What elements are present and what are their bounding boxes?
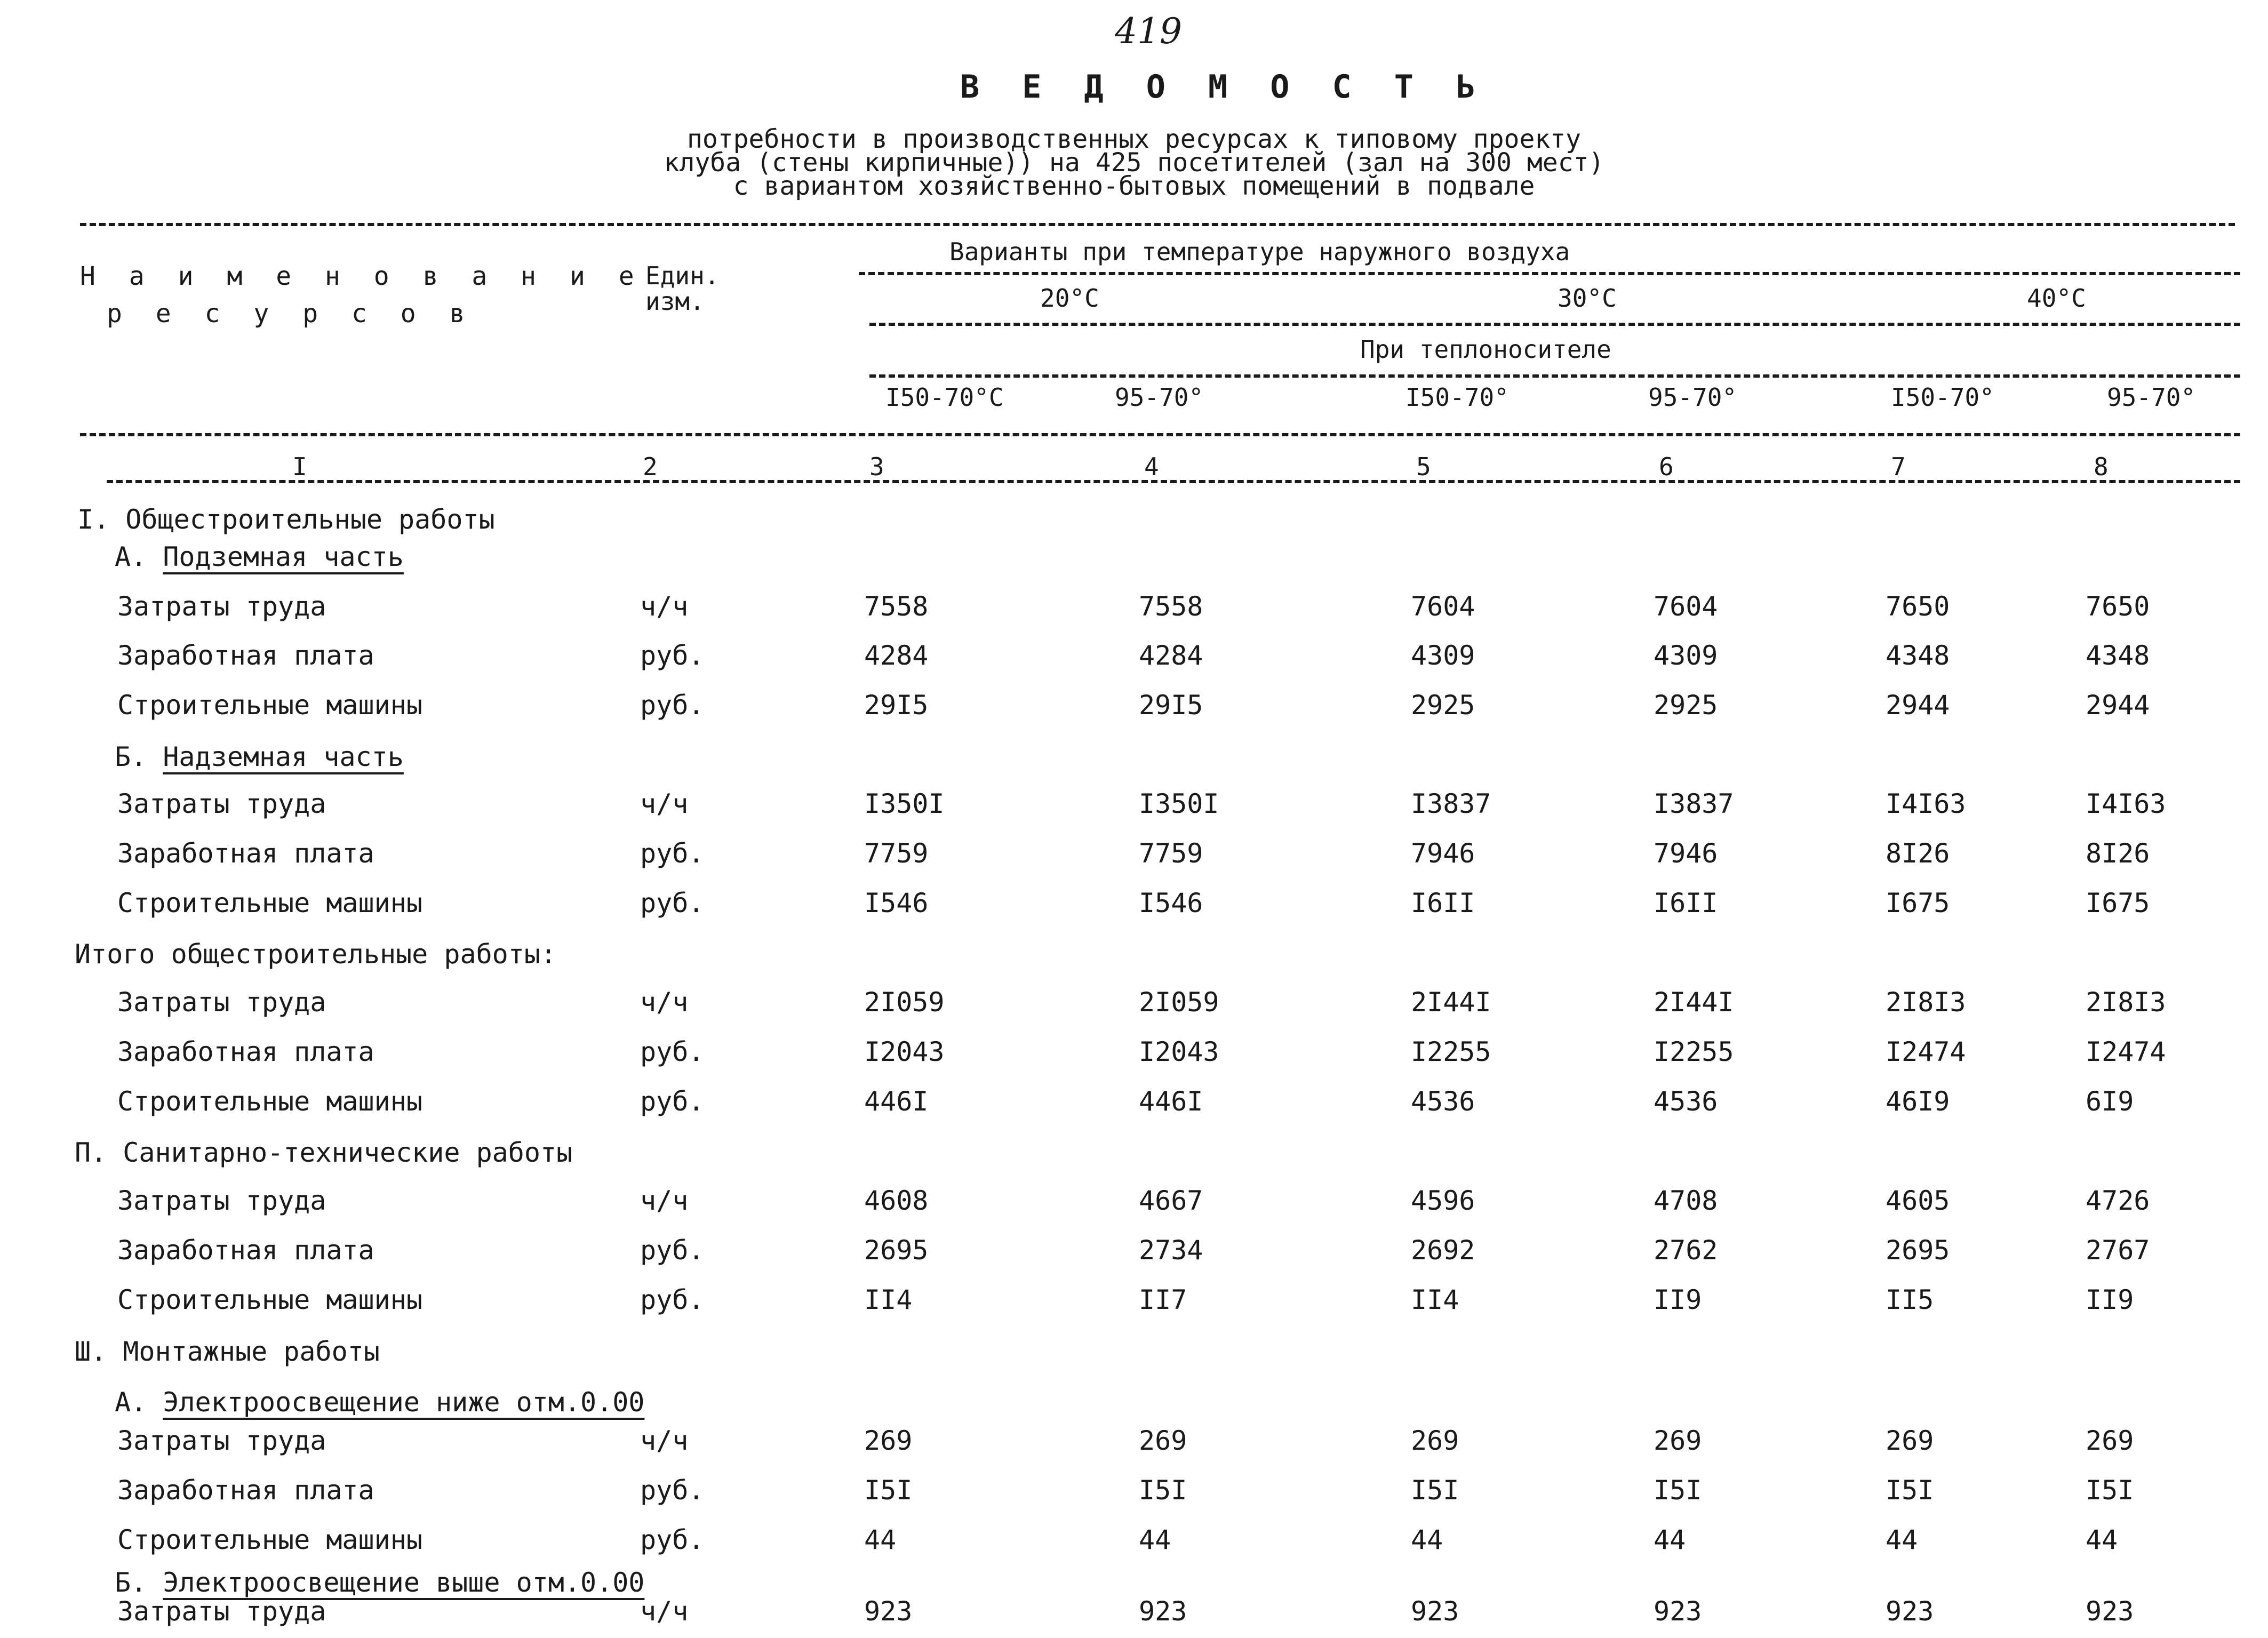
row-value: 7650 — [1886, 591, 1950, 622]
subsection-lighting-below — [115, 1387, 644, 1418]
table-row — [0, 1185, 2268, 1222]
row-unit: руб. — [640, 1284, 705, 1315]
row-value: 7558 — [1139, 591, 1203, 622]
row-value: 7604 — [1654, 591, 1718, 622]
row-name: Заработная плата — [117, 1036, 374, 1067]
coolant-temp-2: 95-70° — [1115, 383, 1204, 412]
row-value: II9 — [1654, 1284, 1702, 1315]
row-name: Строительные машины — [117, 1284, 422, 1315]
subsection-letter: Б. — [115, 741, 147, 772]
column-number-3: 3 — [869, 452, 884, 481]
section-installation: Ш. Монтажные работы — [75, 1336, 380, 1367]
row-unit: руб. — [640, 1475, 705, 1506]
row-value: 2925 — [1411, 690, 1475, 721]
row-value: 8I26 — [1886, 838, 1950, 869]
table-row — [0, 1596, 2268, 1633]
subsection-letter: А. — [115, 541, 147, 572]
row-value: 269 — [1886, 1425, 1934, 1456]
row-value: I5I — [1139, 1475, 1187, 1506]
column-number-1: I — [292, 452, 307, 481]
row-value: 2762 — [1654, 1235, 1718, 1266]
row-name: Затраты труда — [117, 1185, 326, 1216]
row-name: Строительные машины — [117, 888, 422, 918]
row-value: 46I9 — [1886, 1086, 1950, 1117]
row-value: 4596 — [1411, 1185, 1475, 1216]
row-value: 446I — [864, 1086, 929, 1117]
column-number-7: 7 — [1891, 452, 1906, 481]
row-value: 7946 — [1411, 838, 1475, 869]
row-value: II4 — [1411, 1284, 1459, 1315]
table-row — [0, 838, 2268, 875]
subsection-title: Электроосвещение выше отм.0.00 — [163, 1567, 645, 1598]
row-value: 29I5 — [864, 690, 929, 721]
row-value: 923 — [2086, 1596, 2134, 1627]
row-value: II7 — [1139, 1284, 1187, 1315]
row-unit: руб. — [640, 690, 705, 721]
subsection-lighting-above — [115, 1567, 644, 1598]
row-value: 2944 — [2086, 690, 2150, 721]
table-row — [0, 1086, 2268, 1123]
row-value: II9 — [2086, 1284, 2134, 1315]
row-value: 44 — [864, 1524, 897, 1555]
row-unit: руб. — [640, 1086, 705, 1117]
column-number-5: 5 — [1416, 452, 1431, 481]
subsection-letter: А. — [115, 1387, 147, 1418]
table-row — [0, 987, 2268, 1024]
subsection-title: Подземная часть — [163, 541, 404, 572]
row-unit: руб. — [640, 1524, 705, 1555]
row-value: I546 — [1139, 888, 1203, 918]
row-value: 2944 — [1886, 690, 1950, 721]
table-row — [0, 788, 2268, 826]
column-number-8: 8 — [2094, 452, 2109, 481]
row-unit: руб. — [640, 888, 705, 918]
section-total-general: Итого общестроительные работы: — [75, 939, 557, 970]
row-value: 7759 — [1139, 838, 1203, 869]
row-value: II4 — [864, 1284, 913, 1315]
row-unit: ч/ч — [640, 1425, 689, 1456]
row-value: 4726 — [2086, 1185, 2150, 1216]
row-value: 4309 — [1411, 640, 1475, 671]
row-value: 44 — [1411, 1524, 1443, 1555]
row-value: I675 — [1886, 888, 1950, 918]
subsection-underground — [115, 541, 404, 572]
page-number: 419 — [1115, 11, 1182, 52]
header-variants: Варианты при температуре наружного воздуха — [949, 237, 1570, 266]
row-value: I2474 — [2086, 1036, 2166, 1067]
header-temp-40: 40°C — [2027, 284, 2086, 313]
row-value: I3837 — [1411, 788, 1491, 819]
row-value: 2I059 — [864, 987, 945, 1018]
row-value: 4605 — [1886, 1185, 1950, 1216]
row-name: Заработная плата — [117, 640, 374, 671]
header-rule-bottom — [80, 433, 2240, 436]
row-name: Заработная плата — [117, 1475, 374, 1506]
subsection-aboveground — [115, 741, 404, 772]
table-row — [0, 1425, 2268, 1463]
coolant-temp-5: I50-70° — [1891, 383, 1994, 412]
row-value: 44 — [1654, 1524, 1686, 1555]
row-value: I350I — [1139, 788, 1219, 819]
row-value: I5I — [1654, 1475, 1702, 1506]
row-value: I2043 — [1139, 1036, 1219, 1067]
subtitle-line-2: клуба (стены кирпичные)) на 425 посетителей (зал на 300 мест) — [664, 148, 1604, 178]
table-row — [0, 1524, 2268, 1562]
table-row — [0, 640, 2268, 677]
coolant-temp-6: 95-70° — [2107, 383, 2196, 412]
row-name: Затраты труда — [117, 591, 326, 622]
row-unit: руб. — [640, 1036, 705, 1067]
section-sanitary: П. Санитарно-технические работы — [75, 1137, 573, 1168]
table-row — [0, 1475, 2268, 1512]
row-value: I5I — [1411, 1475, 1459, 1506]
header-unit-line1: Един. — [645, 261, 720, 290]
row-value: 923 — [1411, 1596, 1459, 1627]
row-name: Заработная плата — [117, 1235, 374, 1266]
row-value: 4284 — [864, 640, 929, 671]
row-value: 2695 — [1886, 1235, 1950, 1266]
row-value: 4284 — [1139, 640, 1203, 671]
row-value: II5 — [1886, 1284, 1934, 1315]
row-value: I5I — [864, 1475, 913, 1506]
table-row — [0, 1235, 2268, 1272]
row-name: Затраты труда — [117, 788, 326, 819]
row-name: Затраты труда — [117, 987, 326, 1018]
header-rule-temps — [869, 323, 2240, 326]
row-value: 29I5 — [1139, 690, 1203, 721]
row-name: Строительные машины — [117, 1086, 422, 1117]
row-value: 2I8I3 — [1886, 987, 1966, 1018]
row-value: 2695 — [864, 1235, 929, 1266]
row-value: 2I44I — [1411, 987, 1491, 1018]
row-value: 2I44I — [1654, 987, 1734, 1018]
header-rule-coolant — [869, 374, 2240, 378]
row-value: 7650 — [2086, 591, 2150, 622]
table-row — [0, 1036, 2268, 1074]
column-number-4: 4 — [1144, 452, 1159, 481]
row-value: I675 — [2086, 888, 2150, 918]
row-value: 4536 — [1654, 1086, 1718, 1117]
header-temp-30: 30°C — [1558, 284, 1617, 313]
row-value: 4309 — [1654, 640, 1718, 671]
row-value: 8I26 — [2086, 838, 2150, 869]
subsection-title: Электроосвещение ниже отм.0.00 — [163, 1387, 645, 1418]
header-name-line2: р е с у р с о в — [107, 299, 474, 329]
row-unit: ч/ч — [640, 1596, 689, 1627]
row-unit: ч/ч — [640, 987, 689, 1018]
row-value: 923 — [1886, 1596, 1934, 1627]
row-value: 44 — [2086, 1524, 2118, 1555]
row-value: 269 — [1411, 1425, 1459, 1456]
subsection-letter: Б. — [115, 1567, 147, 1598]
row-value: I5I — [1886, 1475, 1934, 1506]
column-numbers-rule — [107, 480, 2240, 483]
row-unit: руб. — [640, 838, 705, 869]
coolant-temp-4: 95-70° — [1648, 383, 1737, 412]
row-value: 4708 — [1654, 1185, 1718, 1216]
row-value: 269 — [1654, 1425, 1702, 1456]
row-value: 923 — [1654, 1596, 1702, 1627]
subtitle-line-3: с вариантом хозяйственно-бытовых помещений в подвале — [733, 171, 1535, 201]
row-value: I3837 — [1654, 788, 1734, 819]
row-value: I4I63 — [1886, 788, 1966, 819]
row-value: 2734 — [1139, 1235, 1203, 1266]
row-value: 4667 — [1139, 1185, 1203, 1216]
table-row — [0, 1284, 2268, 1322]
row-unit: ч/ч — [640, 1185, 689, 1216]
table-row — [0, 591, 2268, 628]
header-unit-line2: изм. — [645, 287, 705, 316]
coolant-temp-1: I50-70°C — [885, 383, 1004, 412]
row-value: I350I — [864, 788, 945, 819]
row-unit: ч/ч — [640, 788, 689, 819]
row-value: 4348 — [2086, 640, 2150, 671]
row-value: 44 — [1886, 1524, 1918, 1555]
row-value: 2767 — [2086, 1235, 2150, 1266]
row-value: 7759 — [864, 838, 929, 869]
row-name: Затраты труда — [117, 1425, 326, 1456]
row-value: 4536 — [1411, 1086, 1475, 1117]
row-value: 44 — [1139, 1524, 1171, 1555]
row-value: 2925 — [1654, 690, 1718, 721]
row-name: Строительные машины — [117, 1524, 422, 1555]
row-value: 7558 — [864, 591, 929, 622]
row-value: I546 — [864, 888, 929, 918]
row-value: 923 — [1139, 1596, 1187, 1627]
row-value: 6I9 — [2086, 1086, 2134, 1117]
header-rule-top — [80, 223, 2235, 226]
row-value: 2I8I3 — [2086, 987, 2166, 1018]
row-unit: руб. — [640, 640, 705, 671]
row-value: I4I63 — [2086, 788, 2166, 819]
row-value: 269 — [1139, 1425, 1187, 1456]
row-value: 269 — [2086, 1425, 2134, 1456]
row-value: 4608 — [864, 1185, 929, 1216]
row-value: 4348 — [1886, 640, 1950, 671]
coolant-temp-3: I50-70° — [1405, 383, 1509, 412]
row-value: 7946 — [1654, 838, 1718, 869]
row-value: 446I — [1139, 1086, 1203, 1117]
row-value: 2692 — [1411, 1235, 1475, 1266]
header-temp-20: 20°C — [1040, 284, 1099, 313]
row-value: I6II — [1411, 888, 1475, 918]
row-value: 269 — [864, 1425, 913, 1456]
row-name: Строительные машины — [117, 690, 422, 721]
row-value: 2I059 — [1139, 987, 1219, 1018]
row-value: I2255 — [1654, 1036, 1734, 1067]
row-unit: ч/ч — [640, 591, 689, 622]
row-name: Заработная плата — [117, 838, 374, 869]
header-rule-variants — [859, 272, 2240, 275]
row-value: 923 — [864, 1596, 913, 1627]
column-number-6: 6 — [1659, 452, 1674, 481]
section-general-construction: I. Общестроительные работы — [77, 504, 495, 535]
row-name: Затраты труда — [117, 1596, 326, 1627]
row-value: I2474 — [1886, 1036, 1966, 1067]
row-value: I5I — [2086, 1475, 2134, 1506]
table-row — [0, 690, 2268, 727]
header-coolant: При теплоносителе — [1360, 335, 1611, 364]
document-title: В Е Д О М О С Т Ь — [960, 68, 1488, 106]
row-value: I6II — [1654, 888, 1718, 918]
row-value: 7604 — [1411, 591, 1475, 622]
row-value: I2043 — [864, 1036, 945, 1067]
subsection-title: Надземная часть — [163, 741, 404, 772]
subtitle-line-1: потребности в производственных ресурсах к типовому проекту — [686, 124, 1582, 154]
column-number-2: 2 — [643, 452, 658, 481]
header-name-line1: Н а и м е н о в а н и е — [80, 261, 643, 291]
table-row — [0, 888, 2268, 925]
row-unit: руб. — [640, 1235, 705, 1266]
row-value: I2255 — [1411, 1036, 1491, 1067]
